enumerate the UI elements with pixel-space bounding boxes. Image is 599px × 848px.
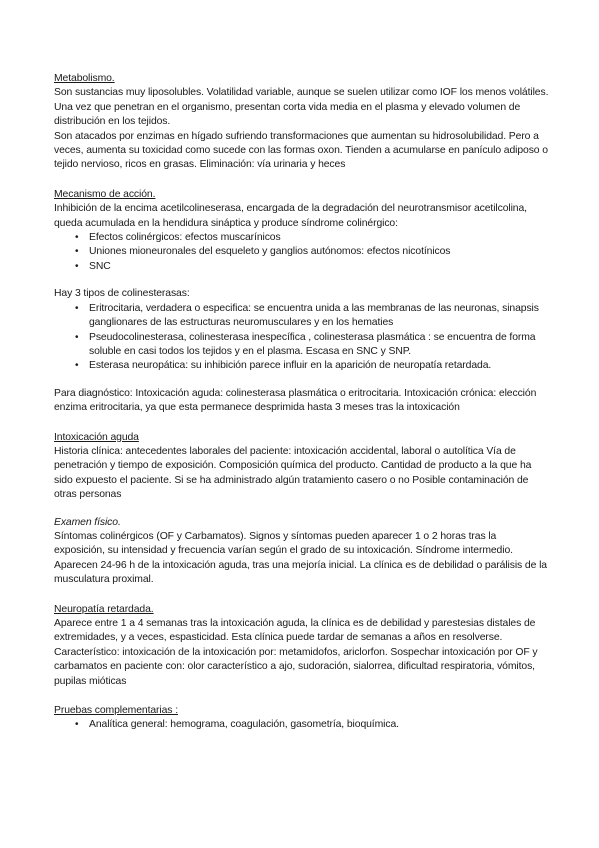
list-item <box>54 231 549 245</box>
section-heading: Intoxicación aguda <box>54 431 139 443</box>
paragraph: Son sustancias muy liposolubles. Volatilidad variable, aunque se suelen utilizar como IOF los menos volátiles. Una vez que penetran en el organismo, presentan corta vida media en el plasma y elevado volumen de distribución en los tejidos. <box>54 87 549 128</box>
bullet-icon: • <box>75 719 79 731</box>
bullet-list-types <box>54 302 549 374</box>
section-intoxicacion <box>54 431 549 588</box>
bullet-icon: • <box>75 331 79 343</box>
bullet-icon: • <box>75 302 79 314</box>
paragraph: Aparece entre 1 a 4 semanas tras la intoxicación aguda, la clínica es de debilidad y parestesias distales de extremidades, y a veces, espasticidad. Esta clínica puede tardar de semanas a años en resolverse. Característico: intoxicación de la intoxicación por: metamidofos, ariclorfon. Sospechar intoxicación por OF y carbamatos en paciente con: olor característico a ajo, sudoración, sialorrea, dificultad respiratoria, vómitos, pupilas mióticas <box>54 618 538 687</box>
list-item-text: Pseudocolinesterasa, colinesterasa inespecífica , colinesterasa plasmática : se encuentra de forma soluble en casi todos los tejidos y en el plasma. Escasa en SNC y SNP. <box>89 331 536 357</box>
paragraph: Inhibición de la encima acetilcolineserasa, encargada de la degradación del neurotransmisor acetilcolina, queda acumulada en la hendidura sináptica y produce síndrome colinérgico: <box>54 203 527 229</box>
list-item <box>54 718 549 732</box>
list-item-text: SNC <box>89 260 111 272</box>
list-item <box>54 260 549 274</box>
paragraph: Hay 3 tipos de colinesterasas: <box>54 288 190 300</box>
bullet-list-effects <box>54 231 549 274</box>
bullet-icon: • <box>75 360 79 372</box>
section-metabolismo <box>54 72 549 173</box>
subsection-heading: Examen físico. <box>54 516 121 528</box>
section-heading: Neuropatía retardada. <box>54 603 154 615</box>
section-heading: Mecanismo de acción. <box>54 188 156 200</box>
bullet-icon: • <box>75 246 79 258</box>
section-pruebas <box>54 704 549 733</box>
list-item <box>54 359 549 373</box>
bullet-icon: • <box>75 260 79 272</box>
paragraph: Para diagnóstico: Intoxicación aguda: colinesterasa plasmática o eritrocitaria. Intoxicación crónica: elección enzima eritrocitaria, ya que esta permanece desprimida hasta 3 meses tras la intoxicación <box>54 387 537 414</box>
list-item <box>54 331 549 360</box>
list-item-text: Analítica general: hemograma, coagulación, gasometría, bioquímica. <box>89 719 399 731</box>
paragraph: Son atacados por enzimas en hígado sufriendo transformaciones que aumentan su hidrosolubilidad. Pero a veces, aumenta su toxicidad como sucede con las formas oxon. Tienden a acumularse en panículo adiposo o tejido nervioso, ricos en grasas. Eliminación: vía urinaria y heces <box>54 130 548 171</box>
section-mecanismo <box>54 188 549 416</box>
list-item <box>54 245 549 259</box>
list-item-text: Eritrocitaria, verdadera o especifica: se encuentra unida a las membranas de las neuronas, sinapsis ganglionares de las estructuras neuromusculares y en los hematies <box>89 302 539 329</box>
section-heading: Metabolismo. <box>54 73 115 84</box>
list-item-text: Esterasa neuropática: su inhibición parece influir en la aparición de neuropatía retardada. <box>89 360 492 372</box>
section-heading: Pruebas complementarias : <box>54 705 178 717</box>
bullet-list-pruebas <box>54 718 549 732</box>
list-item <box>54 302 549 331</box>
paragraph: Historia clínica: antecedentes laborales del paciente: intoxicación accidental, laboral o autolítica Vía de penetración y tiempo de exposición. Composición química del producto. Cantidad de producto a la que ha sido expuesto el paciente. Si se ha administrado algún tratamiento casero o no Posible contaminación de otras personas <box>54 445 532 501</box>
paragraph: Síntomas colinérgicos (OF y Carbamatos). Signos y síntomas pueden aparecer 1 o 2 horas tras la exposición, su intensidad y frecuencia varían según el grado de su intoxicación. Síndrome intermedio. Aparecen 24-96 h de la intoxicación aguda, tras una mejoría inicial. La clínica es de debilidad o parálisis de la musculatura proximal. <box>54 530 547 586</box>
list-item-text: Efectos colinérgicos: efectos muscarínicos <box>89 232 281 244</box>
section-neuropatia <box>54 603 549 689</box>
bullet-icon: • <box>75 232 79 244</box>
list-item-text: Uniones mioneuronales del esqueleto y ganglios autónomos: efectos nicotínicos <box>89 246 451 258</box>
